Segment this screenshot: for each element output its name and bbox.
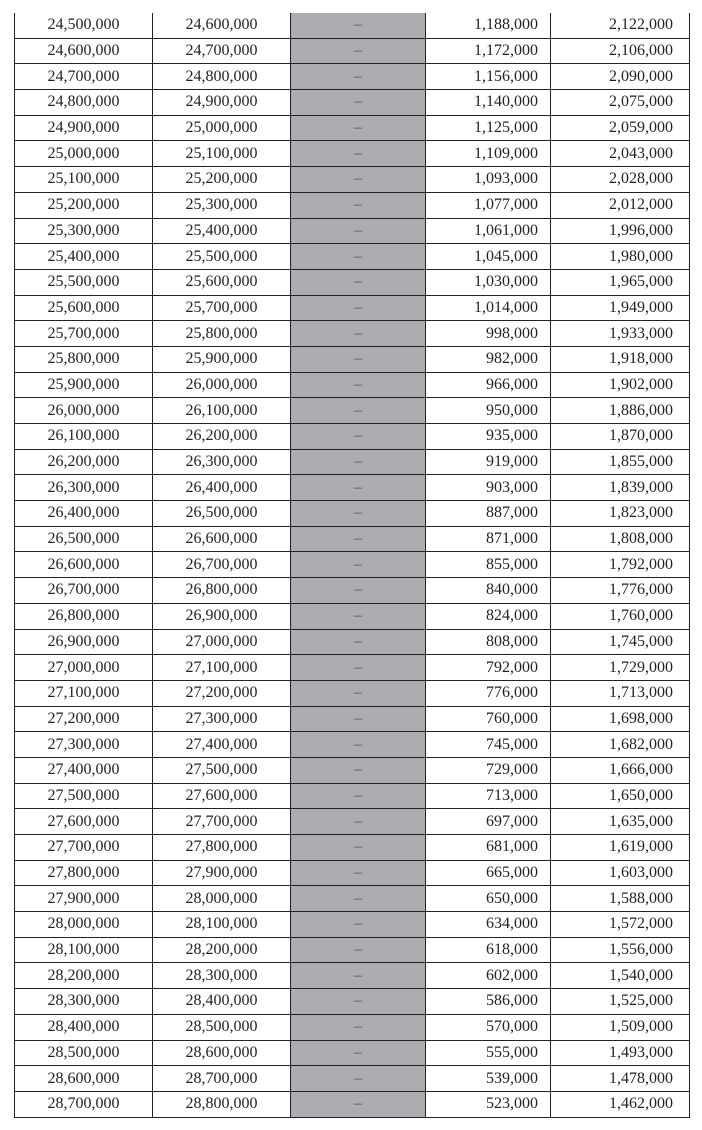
empty-cell: – — [291, 783, 426, 809]
value-b-cell: 1,823,000 — [551, 501, 690, 527]
range-to-cell: 27,800,000 — [153, 835, 291, 861]
empty-cell: – — [291, 578, 426, 604]
table-row — [15, 912, 690, 938]
value-b-cell: 1,933,000 — [551, 321, 690, 347]
table-row — [15, 886, 690, 912]
table-row — [15, 449, 690, 475]
value-a-cell: 745,000 — [426, 732, 551, 758]
empty-cell: – — [291, 115, 426, 141]
table-row — [15, 295, 690, 321]
table-row — [15, 706, 690, 732]
empty-cell: – — [291, 398, 426, 424]
table-row — [15, 38, 690, 64]
range-from-cell: 26,800,000 — [15, 603, 153, 629]
range-to-cell: 28,400,000 — [153, 989, 291, 1015]
range-from-cell: 26,900,000 — [15, 629, 153, 655]
empty-cell: – — [291, 501, 426, 527]
range-from-cell: 27,200,000 — [15, 706, 153, 732]
empty-cell: – — [291, 38, 426, 64]
empty-cell: – — [291, 90, 426, 116]
empty-cell: – — [291, 1040, 426, 1066]
range-to-cell: 27,300,000 — [153, 706, 291, 732]
value-a-cell: 840,000 — [426, 578, 551, 604]
empty-cell: – — [291, 629, 426, 655]
empty-cell: – — [291, 424, 426, 450]
empty-cell: – — [291, 552, 426, 578]
table-row — [15, 1040, 690, 1066]
range-to-cell: 25,300,000 — [153, 192, 291, 218]
range-from-cell: 24,700,000 — [15, 64, 153, 90]
value-a-cell: 1,077,000 — [426, 192, 551, 218]
value-a-cell: 713,000 — [426, 783, 551, 809]
range-from-cell: 25,900,000 — [15, 372, 153, 398]
range-from-cell: 24,900,000 — [15, 115, 153, 141]
table-row — [15, 860, 690, 886]
value-a-cell: 776,000 — [426, 680, 551, 706]
empty-cell: – — [291, 1066, 426, 1092]
range-from-cell: 26,200,000 — [15, 449, 153, 475]
range-to-cell: 25,500,000 — [153, 244, 291, 270]
range-to-cell: 26,400,000 — [153, 475, 291, 501]
range-to-cell: 28,200,000 — [153, 937, 291, 963]
empty-cell: – — [291, 475, 426, 501]
table-row — [15, 372, 690, 398]
range-from-cell: 24,500,000 — [15, 13, 153, 38]
range-to-cell: 27,700,000 — [153, 809, 291, 835]
range-from-cell: 28,600,000 — [15, 1066, 153, 1092]
empty-cell: – — [291, 886, 426, 912]
range-from-cell: 26,000,000 — [15, 398, 153, 424]
empty-cell: – — [291, 989, 426, 1015]
range-from-cell: 28,300,000 — [15, 989, 153, 1015]
range-from-cell: 28,000,000 — [15, 912, 153, 938]
value-b-cell: 2,028,000 — [551, 167, 690, 193]
table-row — [15, 269, 690, 295]
range-from-cell: 25,100,000 — [15, 167, 153, 193]
range-from-cell: 28,200,000 — [15, 963, 153, 989]
range-from-cell: 27,600,000 — [15, 809, 153, 835]
empty-cell: – — [291, 218, 426, 244]
value-b-cell: 1,729,000 — [551, 655, 690, 681]
range-from-cell: 28,700,000 — [15, 1091, 153, 1117]
value-a-cell: 681,000 — [426, 835, 551, 861]
range-from-cell: 25,400,000 — [15, 244, 153, 270]
value-a-cell: 935,000 — [426, 424, 551, 450]
table-row — [15, 809, 690, 835]
empty-cell: – — [291, 64, 426, 90]
value-b-cell: 1,902,000 — [551, 372, 690, 398]
empty-cell: – — [291, 167, 426, 193]
range-to-cell: 26,700,000 — [153, 552, 291, 578]
range-to-cell: 27,500,000 — [153, 757, 291, 783]
range-from-cell: 25,200,000 — [15, 192, 153, 218]
range-to-cell: 25,700,000 — [153, 295, 291, 321]
value-b-cell: 1,540,000 — [551, 963, 690, 989]
value-b-cell: 1,886,000 — [551, 398, 690, 424]
table-body — [15, 13, 690, 1117]
range-to-cell: 25,600,000 — [153, 269, 291, 295]
range-to-cell: 27,400,000 — [153, 732, 291, 758]
table-row — [15, 346, 690, 372]
value-b-cell: 1,572,000 — [551, 912, 690, 938]
table-row — [15, 218, 690, 244]
value-a-cell: 618,000 — [426, 937, 551, 963]
empty-cell: – — [291, 141, 426, 167]
empty-cell: – — [291, 192, 426, 218]
value-a-cell: 1,061,000 — [426, 218, 551, 244]
table-row — [15, 141, 690, 167]
value-a-cell: 1,093,000 — [426, 167, 551, 193]
value-a-cell: 1,014,000 — [426, 295, 551, 321]
value-a-cell: 665,000 — [426, 860, 551, 886]
value-a-cell: 919,000 — [426, 449, 551, 475]
range-from-cell: 26,500,000 — [15, 526, 153, 552]
range-from-cell: 25,600,000 — [15, 295, 153, 321]
value-a-cell: 1,045,000 — [426, 244, 551, 270]
range-to-cell: 24,800,000 — [153, 64, 291, 90]
value-a-cell: 1,188,000 — [426, 13, 551, 38]
empty-cell: – — [291, 937, 426, 963]
empty-cell: – — [291, 835, 426, 861]
range-from-cell: 28,100,000 — [15, 937, 153, 963]
value-b-cell: 1,635,000 — [551, 809, 690, 835]
empty-cell: – — [291, 912, 426, 938]
value-b-cell: 2,090,000 — [551, 64, 690, 90]
table-row — [15, 603, 690, 629]
value-b-cell: 1,870,000 — [551, 424, 690, 450]
range-from-cell: 27,700,000 — [15, 835, 153, 861]
value-b-cell: 2,122,000 — [551, 13, 690, 38]
value-a-cell: 586,000 — [426, 989, 551, 1015]
table-row — [15, 1066, 690, 1092]
range-to-cell: 28,700,000 — [153, 1066, 291, 1092]
value-b-cell: 1,808,000 — [551, 526, 690, 552]
value-b-cell: 1,650,000 — [551, 783, 690, 809]
value-b-cell: 2,012,000 — [551, 192, 690, 218]
range-to-cell: 25,000,000 — [153, 115, 291, 141]
value-b-cell: 1,682,000 — [551, 732, 690, 758]
table-row — [15, 1091, 690, 1117]
empty-cell: – — [291, 732, 426, 758]
value-b-cell: 1,949,000 — [551, 295, 690, 321]
table-row — [15, 629, 690, 655]
empty-cell: – — [291, 1014, 426, 1040]
value-a-cell: 950,000 — [426, 398, 551, 424]
range-to-cell: 26,200,000 — [153, 424, 291, 450]
value-a-cell: 697,000 — [426, 809, 551, 835]
range-to-cell: 28,800,000 — [153, 1091, 291, 1117]
table-row — [15, 783, 690, 809]
value-a-cell: 1,172,000 — [426, 38, 551, 64]
value-a-cell: 634,000 — [426, 912, 551, 938]
value-a-cell: 1,156,000 — [426, 64, 551, 90]
value-a-cell: 1,140,000 — [426, 90, 551, 116]
value-a-cell: 729,000 — [426, 757, 551, 783]
value-a-cell: 998,000 — [426, 321, 551, 347]
range-from-cell: 25,800,000 — [15, 346, 153, 372]
table-row — [15, 937, 690, 963]
empty-cell: – — [291, 860, 426, 886]
value-a-cell: 903,000 — [426, 475, 551, 501]
value-a-cell: 1,109,000 — [426, 141, 551, 167]
value-b-cell: 2,075,000 — [551, 90, 690, 116]
value-a-cell: 523,000 — [426, 1091, 551, 1117]
value-b-cell: 1,980,000 — [551, 244, 690, 270]
range-from-cell: 27,500,000 — [15, 783, 153, 809]
value-b-cell: 1,776,000 — [551, 578, 690, 604]
range-to-cell: 24,600,000 — [153, 13, 291, 38]
value-a-cell: 871,000 — [426, 526, 551, 552]
value-a-cell: 1,125,000 — [426, 115, 551, 141]
range-to-cell: 25,800,000 — [153, 321, 291, 347]
value-b-cell: 2,043,000 — [551, 141, 690, 167]
empty-cell: – — [291, 757, 426, 783]
empty-cell: – — [291, 346, 426, 372]
range-from-cell: 27,900,000 — [15, 886, 153, 912]
range-from-cell: 25,000,000 — [15, 141, 153, 167]
value-b-cell: 1,556,000 — [551, 937, 690, 963]
range-to-cell: 24,900,000 — [153, 90, 291, 116]
range-from-cell: 26,600,000 — [15, 552, 153, 578]
empty-cell: – — [291, 449, 426, 475]
value-a-cell: 760,000 — [426, 706, 551, 732]
table-row — [15, 192, 690, 218]
range-from-cell: 28,400,000 — [15, 1014, 153, 1040]
range-from-cell: 26,300,000 — [15, 475, 153, 501]
value-b-cell: 2,106,000 — [551, 38, 690, 64]
range-to-cell: 25,200,000 — [153, 167, 291, 193]
range-to-cell: 28,600,000 — [153, 1040, 291, 1066]
value-b-cell: 1,713,000 — [551, 680, 690, 706]
table-row — [15, 475, 690, 501]
range-to-cell: 28,000,000 — [153, 886, 291, 912]
value-b-cell: 1,918,000 — [551, 346, 690, 372]
table-row — [15, 1014, 690, 1040]
value-b-cell: 1,603,000 — [551, 860, 690, 886]
range-to-cell: 26,900,000 — [153, 603, 291, 629]
empty-cell: – — [291, 13, 426, 38]
range-from-cell: 26,100,000 — [15, 424, 153, 450]
value-b-cell: 1,666,000 — [551, 757, 690, 783]
value-a-cell: 1,030,000 — [426, 269, 551, 295]
table-row — [15, 963, 690, 989]
range-to-cell: 28,500,000 — [153, 1014, 291, 1040]
value-b-cell: 1,509,000 — [551, 1014, 690, 1040]
value-b-cell: 1,965,000 — [551, 269, 690, 295]
range-to-cell: 25,100,000 — [153, 141, 291, 167]
table-row — [15, 680, 690, 706]
table-row — [15, 757, 690, 783]
range-to-cell: 27,600,000 — [153, 783, 291, 809]
value-a-cell: 650,000 — [426, 886, 551, 912]
range-to-cell: 26,000,000 — [153, 372, 291, 398]
range-to-cell: 27,900,000 — [153, 860, 291, 886]
empty-cell: – — [291, 603, 426, 629]
range-to-cell: 28,300,000 — [153, 963, 291, 989]
table-row — [15, 732, 690, 758]
range-to-cell: 25,400,000 — [153, 218, 291, 244]
range-to-cell: 27,000,000 — [153, 629, 291, 655]
empty-cell: – — [291, 706, 426, 732]
table-row — [15, 552, 690, 578]
value-b-cell: 1,588,000 — [551, 886, 690, 912]
empty-cell: – — [291, 321, 426, 347]
value-a-cell: 555,000 — [426, 1040, 551, 1066]
range-from-cell: 27,400,000 — [15, 757, 153, 783]
value-b-cell: 1,792,000 — [551, 552, 690, 578]
range-from-cell: 24,600,000 — [15, 38, 153, 64]
value-b-cell: 1,996,000 — [551, 218, 690, 244]
empty-cell: – — [291, 963, 426, 989]
empty-cell: – — [291, 809, 426, 835]
empty-cell: – — [291, 680, 426, 706]
value-b-cell: 1,619,000 — [551, 835, 690, 861]
range-to-cell: 26,800,000 — [153, 578, 291, 604]
empty-cell: – — [291, 372, 426, 398]
table-row — [15, 64, 690, 90]
value-a-cell: 982,000 — [426, 346, 551, 372]
range-from-cell: 24,800,000 — [15, 90, 153, 116]
range-to-cell: 25,900,000 — [153, 346, 291, 372]
range-from-cell: 27,300,000 — [15, 732, 153, 758]
table-row — [15, 13, 690, 38]
table-row — [15, 115, 690, 141]
value-b-cell: 1,855,000 — [551, 449, 690, 475]
value-b-cell: 2,059,000 — [551, 115, 690, 141]
value-b-cell: 1,493,000 — [551, 1040, 690, 1066]
empty-cell: – — [291, 244, 426, 270]
table-row — [15, 424, 690, 450]
range-from-cell: 27,800,000 — [15, 860, 153, 886]
empty-cell: – — [291, 295, 426, 321]
range-to-cell: 27,200,000 — [153, 680, 291, 706]
value-b-cell: 1,839,000 — [551, 475, 690, 501]
empty-cell: – — [291, 526, 426, 552]
value-b-cell: 1,760,000 — [551, 603, 690, 629]
empty-cell: – — [291, 655, 426, 681]
table-row — [15, 321, 690, 347]
value-a-cell: 808,000 — [426, 629, 551, 655]
table-row — [15, 526, 690, 552]
range-to-cell: 26,300,000 — [153, 449, 291, 475]
value-b-cell: 1,478,000 — [551, 1066, 690, 1092]
value-a-cell: 570,000 — [426, 1014, 551, 1040]
range-from-cell: 25,500,000 — [15, 269, 153, 295]
value-a-cell: 855,000 — [426, 552, 551, 578]
range-to-cell: 26,100,000 — [153, 398, 291, 424]
empty-cell: – — [291, 1091, 426, 1117]
range-to-cell: 26,600,000 — [153, 526, 291, 552]
range-from-cell: 25,700,000 — [15, 321, 153, 347]
range-to-cell: 28,100,000 — [153, 912, 291, 938]
range-to-cell: 24,700,000 — [153, 38, 291, 64]
table-row — [15, 501, 690, 527]
data-table — [14, 13, 690, 1118]
range-from-cell: 27,100,000 — [15, 680, 153, 706]
table-row — [15, 398, 690, 424]
table-row — [15, 244, 690, 270]
table-row — [15, 835, 690, 861]
value-b-cell: 1,462,000 — [551, 1091, 690, 1117]
value-a-cell: 887,000 — [426, 501, 551, 527]
table-row — [15, 90, 690, 116]
range-from-cell: 26,700,000 — [15, 578, 153, 604]
value-a-cell: 824,000 — [426, 603, 551, 629]
table-row — [15, 655, 690, 681]
value-a-cell: 539,000 — [426, 1066, 551, 1092]
table-row — [15, 167, 690, 193]
table-row — [15, 989, 690, 1015]
empty-cell: – — [291, 269, 426, 295]
range-from-cell: 26,400,000 — [15, 501, 153, 527]
range-from-cell: 28,500,000 — [15, 1040, 153, 1066]
value-a-cell: 602,000 — [426, 963, 551, 989]
range-from-cell: 25,300,000 — [15, 218, 153, 244]
value-b-cell: 1,525,000 — [551, 989, 690, 1015]
range-to-cell: 26,500,000 — [153, 501, 291, 527]
value-a-cell: 966,000 — [426, 372, 551, 398]
range-to-cell: 27,100,000 — [153, 655, 291, 681]
value-a-cell: 792,000 — [426, 655, 551, 681]
value-b-cell: 1,745,000 — [551, 629, 690, 655]
table-row — [15, 578, 690, 604]
value-b-cell: 1,698,000 — [551, 706, 690, 732]
range-from-cell: 27,000,000 — [15, 655, 153, 681]
